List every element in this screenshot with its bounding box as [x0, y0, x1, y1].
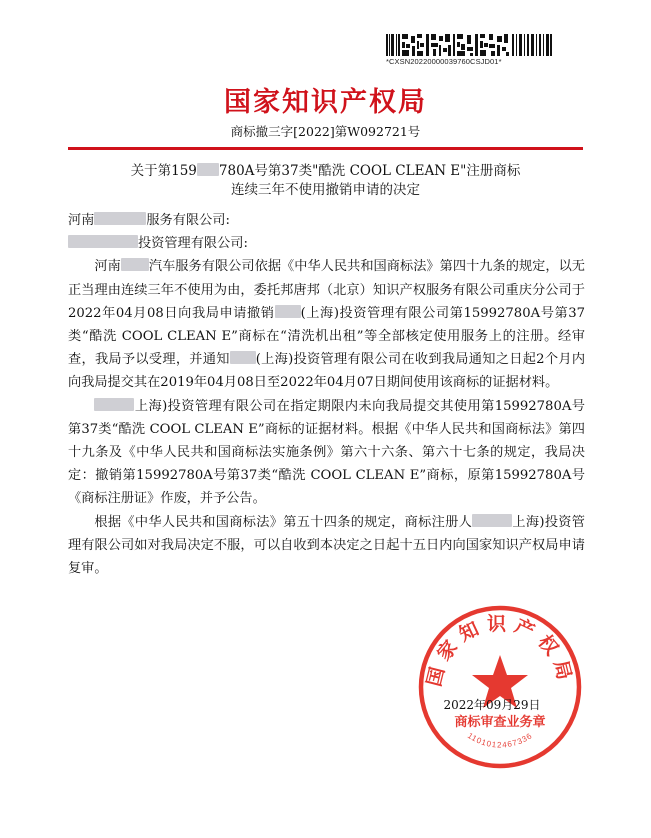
paragraph-1 [68, 255, 585, 394]
document-number: 商标撤三字[2022]第W092721号 [230, 124, 421, 139]
seal-number-path: 1101012467336 [465, 730, 535, 750]
addressee-1-end: 服务有限公司: [146, 213, 230, 228]
seal-number [466, 731, 534, 750]
official-seal-icon [417, 604, 583, 770]
title-line-1-start: 关于第159 [130, 163, 197, 179]
redacted-block [275, 305, 301, 318]
redacted-block [121, 258, 149, 271]
paragraph-1-part-c: (上海)投资管理有限公司第15992780A号第37类“酷洗 COOL CLEAN E”商标在“清洗机出租”等全部核定使用服务上的注册。经审查，我局予以受理，并通知 [68, 305, 586, 368]
seal-inner-text: 商标审查业务章 [454, 715, 546, 730]
redacted-block [230, 351, 256, 364]
document-title [0, 162, 651, 200]
redacted-block [68, 235, 138, 248]
barcode-block [386, 34, 564, 66]
barcode-icon [386, 34, 552, 56]
paragraph-3 [68, 511, 585, 581]
redacted-block [472, 514, 512, 527]
agency-name: 国家知识产权局 [224, 87, 427, 118]
paragraph-1-part-a: 河南 [94, 259, 121, 275]
redacted-block [94, 212, 146, 225]
title-line-1 [0, 162, 651, 181]
title-line-2: 连续三年不使用撤销申请的决定 [231, 182, 420, 198]
paragraph-2 [68, 395, 585, 511]
paragraph-1-part-d: (上海)投资管理有限公司在收到我局通知之日起2个月内向我局提交其在2019年04月08日至2022年04月07日期间使用该商标的证据材料。 [68, 352, 586, 391]
redacted-block [94, 398, 134, 411]
header-divider [68, 147, 583, 150]
redacted-block [197, 163, 219, 176]
addressee-2-text: 投资管理有限公司: [138, 236, 248, 252]
seal-outer-text: 国家知识产权局 [423, 613, 577, 689]
barcode-text: *CXSN20220000039760CSJD01* [386, 57, 502, 66]
paragraph-3-part-a: 根据《中华人民共和国商标法》第五十四条的规定，商标注册人 [94, 514, 473, 530]
document-body [68, 209, 585, 580]
addressee-2 [68, 232, 585, 255]
title-line-1-end: 780A号第37类"酷洗 COOL CLEAN E"注册商标 [218, 163, 521, 179]
paragraph-3-part-b: 上海)投资管理有限公司如对我局决定不服，可以自收到本决定之日起十五日内向国家知识产权局申请复审。 [68, 514, 585, 577]
addressee-1-start: 河南 [68, 213, 95, 228]
paragraph-2-text: 上海)投资管理有限公司在指定期限内未向我局提交其使用第15992780A号第37类“酷洗 COOL CLEAN E”商标的证据材料。根据《中华人民共和国商标法》第四十九条及《中华人民共和国商标法实施条例》第六十六条、第六十七条的规定，我局决定：撤销第15992780A号第37类“酷洗 COOL CLEAN E”商标，原第15992780A号《商标注册证》作废，并予公告。 [68, 398, 585, 507]
paragraph-1-part-b: 汽车服务有限公司依据《中华人民共和国商标法》第四十九条的规定，以无正当理由连续三年不使用为由，委托邦唐邦（北京）知识产权服务有限公司重庆分公司于2022年04月08日向我局申请撤销 [68, 259, 585, 321]
addressee-1 [68, 209, 585, 232]
decision-date: 2022年09月29日 [443, 698, 541, 712]
